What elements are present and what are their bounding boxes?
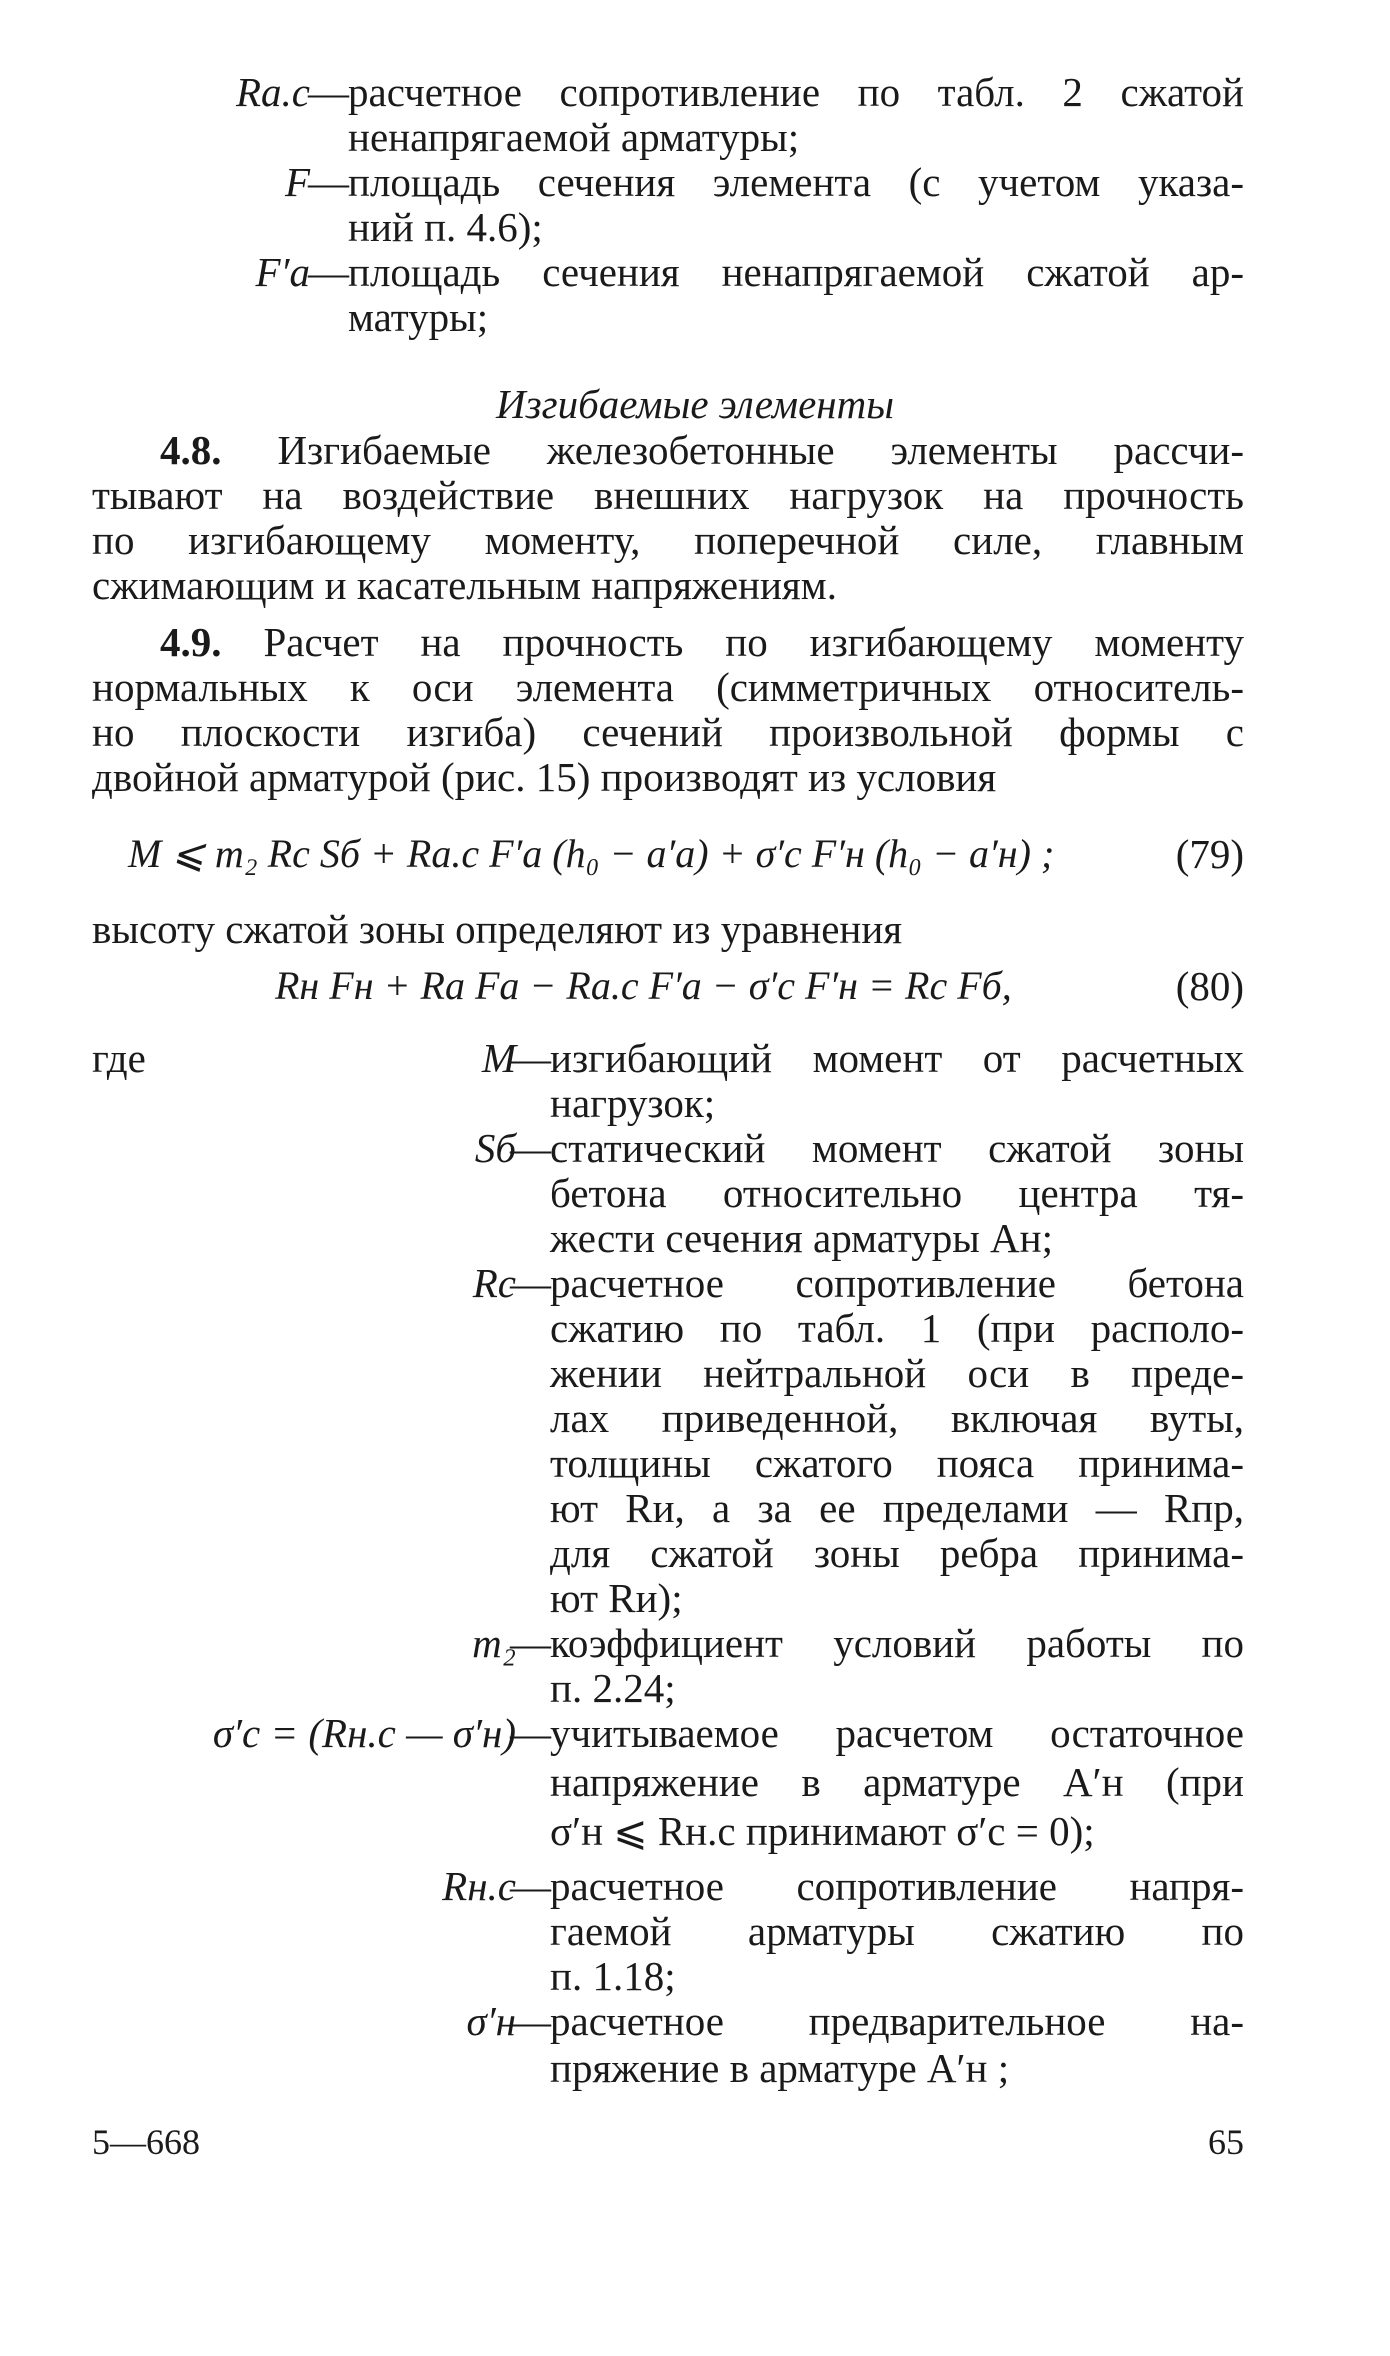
def-term-f: F [284,159,310,205]
def-line: площадь сечения ненапрягаемой сжатой ар- [348,249,1244,295]
def-term-rn-c: Rн.с [442,1863,516,1909]
def-dash: — [510,1998,551,2044]
def-line: площадь сечения элемента (с учетом указа- [348,159,1244,205]
def-term-sb: Sб [474,1125,516,1171]
def-line: изгибающий момент от расчетных [550,1035,1244,1081]
def-line: п. 2.24; [550,1665,676,1711]
def-line: нагрузок; [550,1080,716,1126]
def-dash: — [510,1710,551,1756]
def-dash: — [308,159,349,205]
def-term-m2: m₂ [472,1620,516,1666]
def-term-sigma-n: σ′н [466,1998,516,2044]
def-term-sigma-c: σ′с = (Rн.с — σ′н) [212,1710,516,1756]
def-line: толщины сжатого пояса принима- [550,1440,1244,1486]
def-line: ний п. 4.6); [348,204,543,250]
def-line: ют Rи); [550,1575,683,1621]
para-4-8-label: 4.8. [160,427,222,473]
para-4-9-line-1 [160,618,1244,666]
where-word: где [92,1035,146,1081]
para-line: двойной арматурой (рис. 15) производят из условия [92,754,997,800]
def-line: расчетное сопротивление напря- [550,1863,1244,1909]
def-line: напряжение в арматуре A′н (при [550,1759,1244,1805]
def-line: лах приведенной, включая вуты, [550,1395,1244,1441]
def-line: расчетное предварительное на- [550,1998,1244,2044]
def-dash: — [510,1620,551,1666]
def-line: расчетное сопротивление по табл. 2 сжатой [348,69,1244,115]
def-line: жении нейтральной оси в преде- [550,1350,1244,1396]
def-dash: — [308,249,349,295]
def-line: учитываемое расчетом остаточное [550,1710,1244,1756]
def-dash: — [510,1863,551,1909]
footer-left: 5—668 [92,2122,200,2162]
def-line: коэффициент условий работы по [550,1620,1244,1666]
def-term-ra-c: Rа.с [236,69,310,115]
page-number: 65 [1208,2122,1244,2162]
para-line: сжимающим и касательным напряжениям. [92,562,837,608]
para-line: по изгибающему моменту, поперечной силе, главным [92,517,1244,563]
def-dash: — [308,69,349,115]
equation-80-number: (80) [1175,963,1244,1009]
def-line: матуры; [348,294,489,340]
equation-79-number: (79) [1175,831,1244,877]
def-term-rc: Rс [472,1260,516,1306]
section-heading: Изгибаемые элементы [496,381,894,427]
para-line: нормальных к оси элемента (симметричных относитель- [92,664,1244,710]
def-line: расчетное сопротивление бетона [550,1260,1244,1306]
def-line: гаемой арматуры сжатию по [550,1908,1244,1954]
def-line: статический момент сжатой зоны [550,1125,1244,1171]
def-line: пряжение в арматуре A′н ; [550,2045,1010,2091]
def-line: п. 1.18; [550,1953,676,1999]
para-line: но плоскости изгиба) сечений произвольной формы с [92,709,1244,755]
para-line: тывают на воздействие внешних нагрузок на прочность [92,472,1244,518]
para-4-9-text: Расчет на прочность по изгибающему моменту [263,619,1244,665]
def-line: для сжатой зоны ребра принима- [550,1530,1244,1576]
para-4-9-label: 4.9. [160,619,222,665]
def-line: сжатию по табл. 1 (при располо- [550,1305,1244,1351]
equation-80: Rн Fн + Rа Fа − Rа.с F′а − σ′с F′н = Rс Fб, [275,963,1012,1008]
para-4-8-text: Изгибаемые железобетонные элементы рассчи- [277,427,1244,473]
def-line: σ′н ⩽ Rн.с принимают σ′с = 0); [550,1808,1095,1854]
def-line: бетона относительно центра тя- [550,1170,1244,1216]
def-line: жести сечения арматуры Aн; [550,1215,1053,1261]
equation-79: M ⩽ m₂ Rс Sб + Rа.с F′а (h₀ − a′а) + σ′с F′н (h₀ − a′н) ; [128,831,1055,876]
def-dash: — [510,1260,551,1306]
def-term-fa-prime: F′а [255,249,310,295]
def-line: ненапрягаемой арматуры; [348,114,800,160]
def-term-m: M [481,1035,516,1081]
between-text: высоту сжатой зоны определяют из уравнения [92,906,903,952]
def-dash: — [510,1035,551,1081]
def-dash: — [510,1125,551,1171]
para-4-8-line-1 [160,426,1244,474]
def-line: ют Rи, а за ее пределами — Rпр, [550,1485,1244,1531]
